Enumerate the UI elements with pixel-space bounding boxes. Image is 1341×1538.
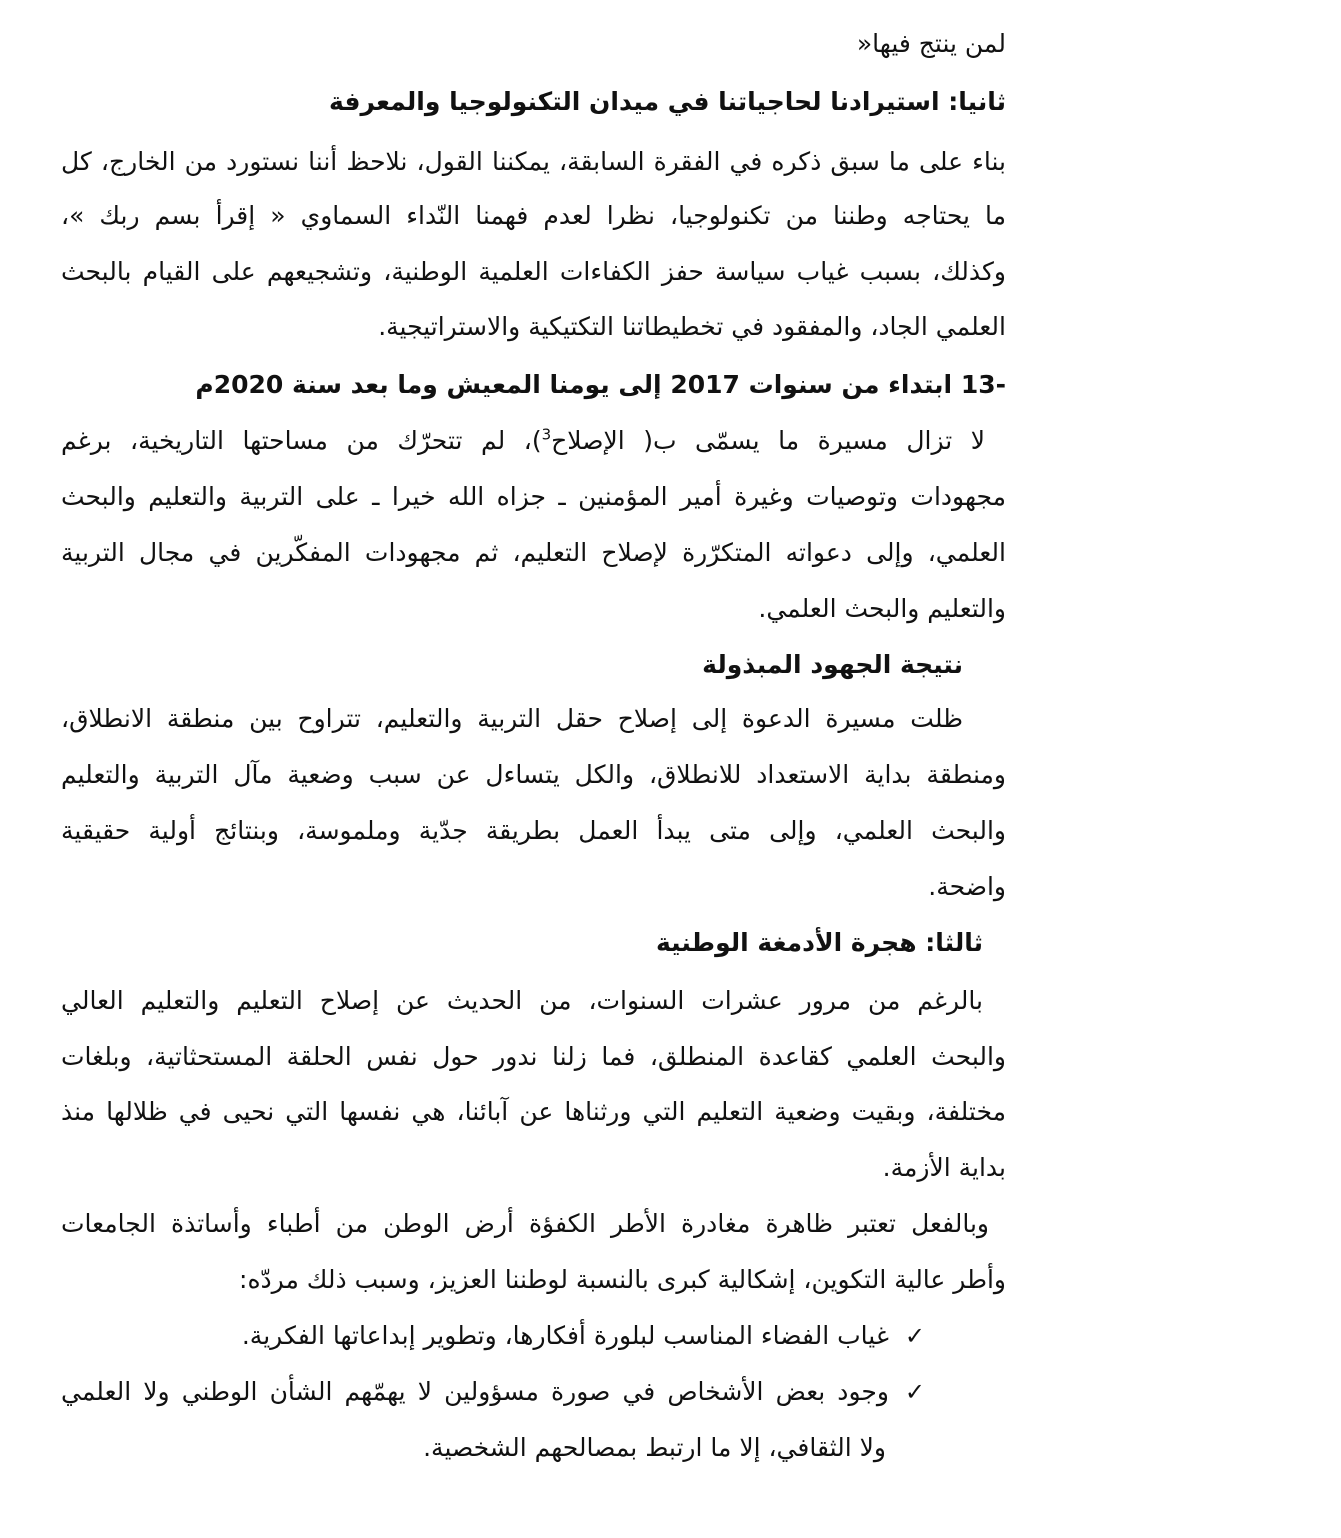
- text-line: لمن ينتج فيها«: [856, 29, 1006, 58]
- subheading-results: نتيجة الجهود المبذولة: [702, 650, 963, 679]
- text-line: وبالفعل تعتبر ظاهرة مغادرة الأطر الكفؤة أرض الوطن من أطباء وأساتذة الجامعات: [61, 1209, 989, 1238]
- text-line: والبحث العلمي كقاعدة المنطلق، فما زلنا ندور حول نفس الحلقة المستحثاتية، وبلغات: [61, 1042, 1006, 1071]
- text-line: واضحة.: [928, 872, 1006, 901]
- text-line: والبحث العلمي، وإلى متى يبدأ العمل بطريقة جدّية وملموسة، وبنتائج أولية حقيقية: [61, 816, 1006, 845]
- text-line: بناء على ما سبق ذكره في الفقرة السابقة، يمكننا القول، نلاحظ أننا نستورد من الخارج، كل: [61, 147, 1006, 176]
- text-line: ما يحتاجه وطننا من تكنولوجيا، نظرا لعدم فهمنا النّداء السماوي « إقرأ بسم ربك »،: [61, 201, 1006, 230]
- section-heading-13: -13 ابتداء من سنوات 2017 إلى يومنا المعيش وما بعد سنة 2020م: [195, 370, 1006, 399]
- text-line: مختلفة، وبقيت وضعية التعليم التي ورثناها عن آبائنا، هي نفسها التي نحيى في ظلالها منذ: [61, 1097, 1006, 1126]
- bullet-item: [61, 1372, 925, 1412]
- text-line: العلمي الجاد، والمفقود في تخطيطاتنا التكتيكية والاستراتيجية.: [378, 312, 1006, 341]
- checkmark-icon: ✓: [904, 1322, 925, 1350]
- bullet-item: [242, 1316, 925, 1356]
- text-line: وأطر عالية التكوين، إشكالية كبرى بالنسبة لوطننا العزيز، وسبب ذلك مردّه:: [239, 1265, 1006, 1294]
- text-line: وكذلك، بسبب غياب سياسة حفز الكفاءات العلمية الوطنية، وتشجيعهم على القيام بالبحث: [61, 257, 1006, 286]
- text-line: ومنطقة بداية الاستعداد للانطلاق، والكل يتساءل عن سبب وضعية مآل التربية والتعليم: [61, 760, 1006, 789]
- section-heading-second: ثانيا: استيرادنا لحاجياتنا في ميدان التكنولوجيا والمعرفة: [328, 87, 1006, 116]
- text-line: بالرغم من مرور عشرات السنوات، من الحديث عن إصلاح التعليم والتعليم العالي: [61, 986, 983, 1015]
- text-line: العلمي، وإلى دعواته المتكرّرة لإصلاح التعليم، ثم مجهودات المفكّرين في مجال التربية: [61, 538, 1006, 567]
- text-line: ولا الثقافي، إلا ما ارتبط بمصالحهم الشخصية.: [423, 1433, 886, 1462]
- text-line: ظلت مسيرة الدعوة إلى إصلاح حقل التربية والتعليم، تتراوح بين منطقة الانطلاق،: [61, 704, 963, 733]
- text-segment: لا تزال مسيرة ما يسمّى ب( الإصلاح: [551, 426, 986, 455]
- section-heading-third: ثالثا: هجرة الأدمغة الوطنية: [655, 928, 983, 957]
- text-line: بداية الأزمة.: [882, 1153, 1006, 1182]
- bullet-text: وجود بعض الأشخاص في صورة مسؤولين لا يهمّهم الشأن الوطني ولا العلمي: [61, 1377, 889, 1406]
- footnote-marker: 3: [541, 425, 552, 444]
- text-segment: )، لم تتحرّك من مساحتها التاريخية، برغم: [61, 426, 542, 455]
- text-line: مجهودات وتوصيات وغيرة أمير المؤمنين ـ جزاه الله خيرا ـ على التربية والتعليم والبحث: [61, 482, 1006, 511]
- checkmark-icon: ✓: [904, 1378, 925, 1406]
- bullet-text: غياب الفضاء المناسب لبلورة أفكارها، وتطوير إبداعاتها الفكرية.: [241, 1321, 889, 1350]
- text-line: والتعليم والبحث العلمي.: [758, 594, 1006, 623]
- text-line: [61, 421, 985, 461]
